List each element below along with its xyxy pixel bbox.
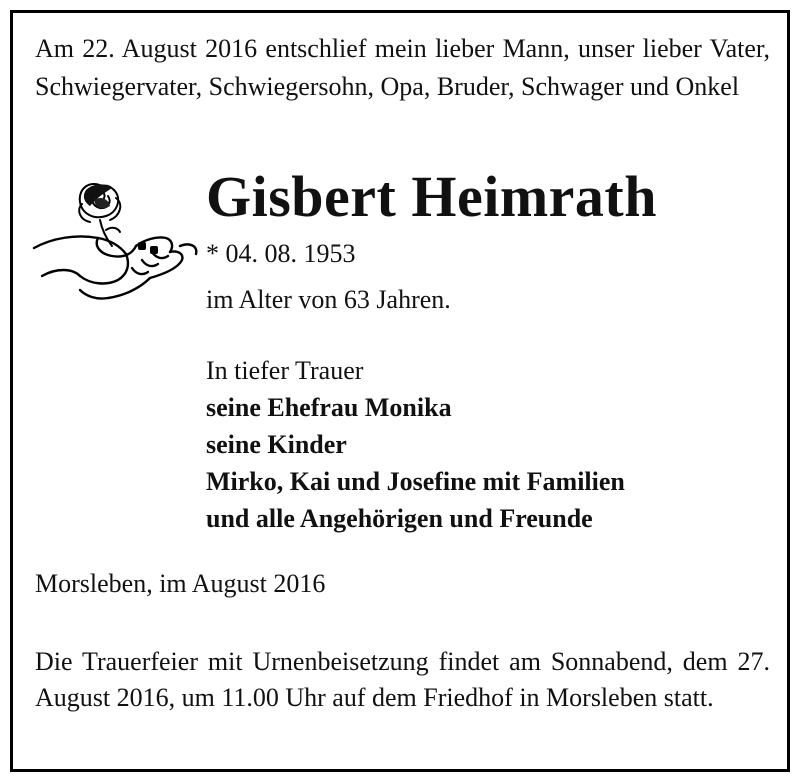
intro-text: Am 22. August 2016 entschlief mein lieber Mann, unser lieber Vater, Schwiegervater, Schwiegersohn, Opa, Bruder, Schwager und Onkel [35, 34, 770, 101]
mourning-intro: In tiefer Trauer [206, 356, 364, 385]
place-date: Morsleben, im August 2016 [35, 569, 326, 598]
service-notice: Die Trauerfeier mit Urnenbeisetzung findet am Sonnabend, dem 27. August 2016, um 11.00 Uhr auf dem Friedhof in Morsleben statt. [35, 647, 770, 712]
deceased-name: Gisbert Heimrath [206, 164, 657, 229]
mourner-line: und alle Angehörigen und Freunde [206, 504, 593, 533]
rose-in-hands-icon [32, 176, 202, 316]
age-text: im Alter von 63 Jahren. [206, 285, 451, 314]
mourners-block [206, 352, 625, 537]
mourner-line: seine Ehefrau Monika [206, 393, 452, 422]
mourner-line: Mirko, Kai und Josefine mit Familien [206, 467, 625, 496]
birth-date: * 04. 08. 1953 [206, 239, 356, 268]
mourner-line: seine Kinder [206, 430, 347, 459]
